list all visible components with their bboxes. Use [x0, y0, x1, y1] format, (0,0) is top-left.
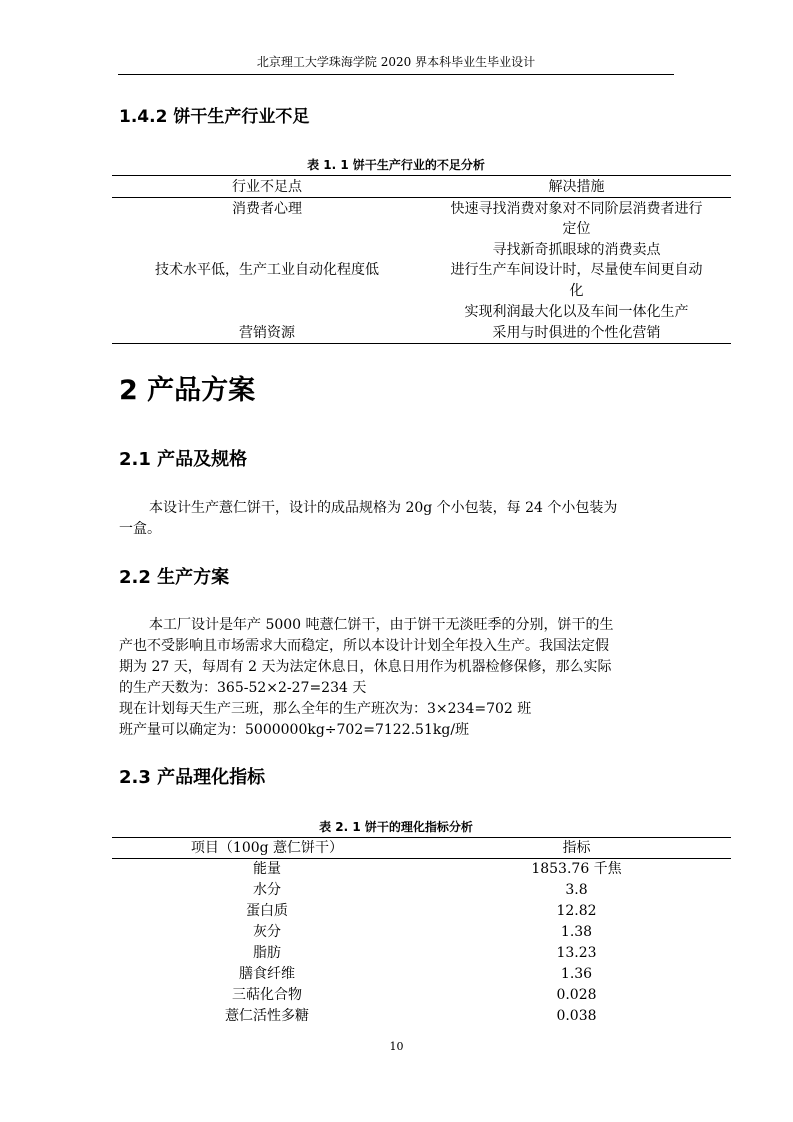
table1-top-rule [112, 175, 731, 176]
table1-right-line: 快速寻找消费对象对不同阶层消费者进行 [450, 201, 703, 217]
paragraph-line: 产也不受影响且市场需求大而稳定，所以本设计计划全年投入生产。我国法定假 [119, 638, 609, 654]
paragraph-line: 一盒。 [119, 521, 161, 537]
table2-header-col2: 指标 [562, 840, 591, 856]
table2-item-cell: 薏仁活性多糖 [225, 1008, 309, 1024]
section-heading-2-3: 2.3 产品理化指标 [119, 767, 266, 788]
paragraph-line: 本工厂设计是年产 5000 吨薏仁饼干，由于饼干无淡旺季的分别，饼干的生 [149, 617, 614, 633]
table2-item-cell: 脂肪 [253, 945, 281, 961]
chapter-heading-2: 2 产品方案 [119, 375, 256, 406]
paragraph-line: 现在计划每天生产三班，那么全年的生产班次为：3×234=702 班 [119, 701, 532, 717]
table1-header-col2: 解决措施 [548, 179, 605, 195]
table1-left-cell: 技术水平低，生产工业自动化程度低 [155, 262, 379, 278]
table2-value-cell: 12.82 [556, 903, 597, 919]
table1-left-cell: 消费者心理 [232, 201, 302, 217]
table2-value-cell: 3.8 [565, 882, 588, 898]
table1-right-line: 化 [569, 283, 584, 299]
section-heading-1-4-2: 1.4.2 饼干生产行业不足 [119, 107, 310, 127]
table1-right-line: 寻找新奇抓眼球的消费卖点 [492, 242, 661, 258]
paragraph-line: 本设计生产薏仁饼干，设计的成品规格为 20g 个小包装，每 24 个小包装为 [149, 500, 618, 516]
table1-right-line: 定位 [562, 221, 591, 237]
table1-right-line: 实现利润最大化以及车间一体化生产 [464, 304, 689, 320]
table2-value-cell: 1853.76 千焦 [531, 861, 622, 877]
table2-item-cell: 灰分 [253, 924, 281, 940]
header-rule [118, 74, 674, 75]
section-heading-2-2: 2.2 生产方案 [119, 567, 230, 588]
table2-value-cell: 1.36 [560, 966, 593, 982]
table2-item-cell: 三萜化合物 [232, 987, 302, 1003]
table2-item-cell: 膳食纤维 [239, 966, 295, 982]
paragraph-line: 期为 27 天，每周有 2 天为法定休息日，休息日用作为机器检修保修，那么实际 [119, 659, 612, 675]
table2-value-cell: 13.23 [556, 945, 597, 961]
table1-bottom-rule [112, 343, 731, 344]
table2-caption: 表 2. 1 饼干的理化指标分析 [319, 820, 473, 834]
table1-caption: 表 1. 1 饼干生产行业的不足分析 [307, 158, 485, 172]
table2-header-col1: 项目（100g 薏仁饼干） [190, 840, 344, 856]
page-header: 北京理工大学珠海学院 2020 界本科毕业生毕业设计 [256, 55, 536, 69]
table1-right-line: 采用与时俱进的个性化营销 [492, 325, 661, 341]
section-heading-2-1: 2.1 产品及规格 [119, 449, 248, 470]
table2-item-cell: 水分 [253, 882, 281, 898]
table2-item-cell: 能量 [253, 861, 281, 877]
table2-value-cell: 0.038 [556, 1008, 597, 1024]
table2-value-cell: 1.38 [560, 924, 593, 940]
table1-header-col1: 行业不足点 [232, 179, 302, 195]
table1-left-cell: 营销资源 [239, 325, 295, 341]
table1-header-rule [112, 197, 731, 198]
paragraph-line: 的生产天数为：365-52×2-27=234 天 [119, 680, 367, 696]
table1-right-line: 进行生产车间设计时，尽量使车间更自动 [450, 262, 703, 278]
table2-item-cell: 蛋白质 [246, 903, 288, 919]
page-number: 10 [389, 1040, 404, 1053]
paragraph-line: 班产量可以确定为：5000000kg÷702=7122.51kg/班 [119, 722, 470, 738]
table2-value-cell: 0.028 [556, 987, 597, 1003]
